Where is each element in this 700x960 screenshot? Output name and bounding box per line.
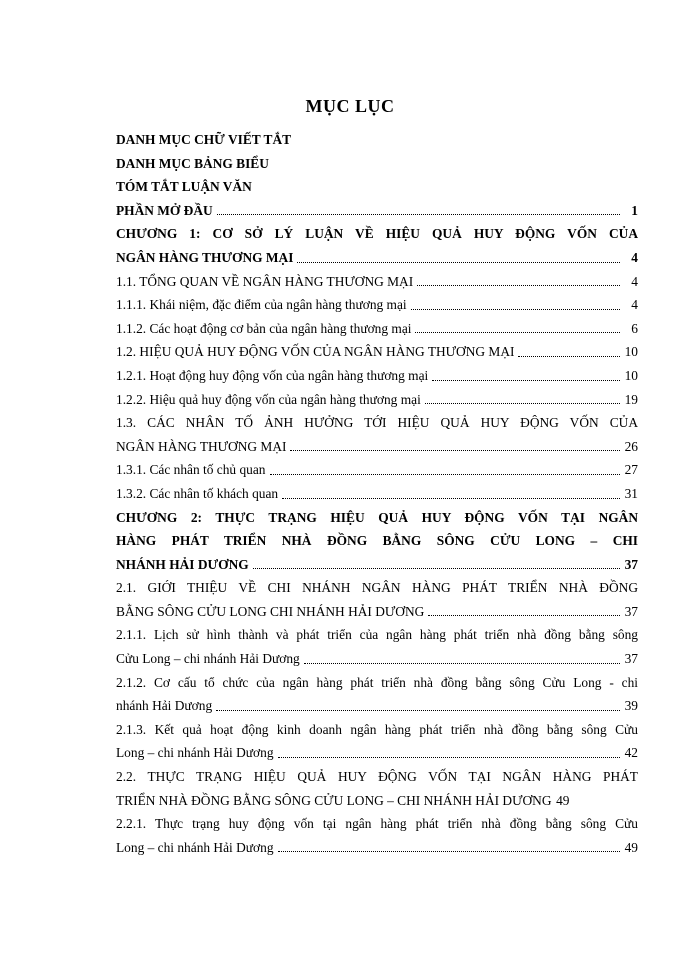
toc-entry-1-1[interactable] — [116, 270, 638, 294]
toc-entry-tables[interactable]: DANH MỤC BẢNG BIỂU — [116, 155, 269, 171]
toc-entry-text: 1.3.2. Các nhân tố khách quan — [116, 485, 279, 501]
toc-entry-1-3-2[interactable] — [116, 482, 638, 506]
toc-entry-text: 2.2.1. Thực trạng huy động vốn tại ngân hàng phát triển nhà đồng bằng sông Cửu — [116, 816, 638, 832]
toc-page-number: 10 — [624, 367, 638, 383]
toc-entry-text-cont: NHÁNH HẢI DƯƠNG — [116, 556, 249, 572]
toc-entry-text-cont: HÀNG PHÁT TRIỂN NHÀ ĐỒNG BẰNG SÔNG CỬU LONG – CHI — [116, 533, 638, 549]
toc-page-number: 1 — [631, 202, 638, 218]
toc-entry-2-1[interactable] — [116, 576, 638, 623]
dot-leader — [415, 331, 620, 333]
toc-page-number: 10 — [624, 344, 638, 360]
toc-page-number: 4 — [631, 297, 638, 313]
toc-entry-text: 1.1.1. Khái niệm, đặc điểm của ngân hàng thương mại — [116, 297, 407, 313]
toc-entry-introduction[interactable] — [116, 199, 638, 223]
toc-entry-2-1-1[interactable] — [116, 623, 638, 670]
dot-leader — [297, 261, 620, 263]
toc-entry-chapter-2[interactable] — [116, 506, 638, 577]
toc-entry-text-cont: Long – chi nhánh Hải Dương — [116, 839, 274, 855]
toc-entry-2-1-2[interactable] — [116, 671, 638, 718]
toc-entry-text: CHƯƠNG 2: THỰC TRẠNG HIỆU QUẢ HUY ĐỘNG VỐN TẠI NGÂN — [116, 509, 638, 525]
dot-leader — [518, 355, 620, 357]
dot-leader — [417, 284, 620, 286]
toc-entry-summary[interactable]: TÓM TẮT LUẬN VĂN — [116, 179, 252, 195]
dot-leader — [278, 756, 620, 758]
page-title: MỤC LỤC — [305, 96, 395, 116]
toc-entry-1-1-2[interactable] — [116, 317, 638, 341]
toc-entry-text: 2.1.1. Lịch sử hình thành và phát triển của ngân hàng phát triển nhà đồng bằng sông — [116, 627, 638, 643]
toc-page-number: 31 — [624, 485, 638, 501]
toc-entry-text: 1.2.1. Hoạt động huy động vốn của ngân hàng thương mại — [116, 367, 429, 383]
toc-page-number: 49 — [556, 792, 570, 808]
toc-page-number: 49 — [624, 839, 638, 855]
dot-leader — [282, 497, 620, 499]
toc-entry-text-cont: TRIỂN NHÀ ĐỒNG BẰNG SÔNG CỬU LONG – CHI NHÁNH HẢI DƯƠNG — [116, 792, 552, 808]
dot-leader — [253, 567, 620, 569]
toc-entry-text-cont: Cửu Long – chi nhánh Hải Dương — [116, 651, 300, 667]
toc-page-number: 26 — [624, 438, 638, 454]
toc-entry-text-cont: Long – chi nhánh Hải Dương — [116, 745, 274, 761]
dot-leader — [217, 213, 620, 215]
toc-entry-text-cont: NGÂN HÀNG THƯƠNG MẠI — [116, 438, 287, 454]
toc-entry-chapter-1[interactable] — [116, 222, 638, 269]
toc-entry-2-2-1[interactable] — [116, 812, 638, 859]
toc-entry-text: PHẦN MỞ ĐẦU — [116, 202, 213, 218]
dot-leader — [304, 662, 620, 664]
toc-entry-abbreviations[interactable]: DANH MỤC CHỮ VIẾT TẮT — [116, 132, 292, 147]
toc-entry-text: 2.1.3. Kết quả hoạt động kinh doanh ngân hàng phát triển nhà đồng bằng sông Cửu — [116, 721, 638, 737]
toc-page-number: 6 — [631, 320, 638, 336]
toc-entry-text: 1.1.2. Các hoạt động cơ bản của ngân hàng thương mại — [116, 320, 412, 336]
toc-entry-text: 2.1. GIỚI THIỆU VỀ CHI NHÁNH NGÂN HÀNG PHÁT TRIỂN NHÀ ĐỒNG — [116, 580, 638, 596]
toc-entry-1-3-1[interactable] — [116, 458, 638, 482]
toc-entry-text-cont: NGÂN HÀNG THƯƠNG MẠI — [116, 249, 294, 265]
toc-entry-2-2[interactable] — [116, 765, 638, 812]
dot-leader — [216, 709, 620, 711]
dot-leader — [270, 473, 621, 475]
toc-page-number: 39 — [624, 698, 638, 714]
toc-entry-text: 1.1. TỔNG QUAN VỀ NGÂN HÀNG THƯƠNG MẠI — [116, 273, 414, 289]
toc-entry-text: CHƯƠNG 1: CƠ SỞ LÝ LUẬN VỀ HIỆU QUẢ HUY ĐỘNG VỐN CỦA — [116, 226, 638, 242]
toc-page-number: 42 — [624, 745, 638, 761]
table-of-contents — [116, 128, 638, 859]
toc-entry-text: 1.2.2. Hiệu quả huy động vốn của ngân hàng thương mại — [116, 391, 421, 407]
toc-entry-1-3[interactable] — [116, 411, 638, 458]
dot-leader — [432, 379, 620, 381]
toc-entry-2-1-3[interactable] — [116, 718, 638, 765]
toc-entry-text-cont: BẰNG SÔNG CỬU LONG CHI NHÁNH HẢI DƯƠNG — [116, 603, 425, 619]
toc-page-number: 37 — [624, 603, 638, 619]
dot-leader — [290, 449, 620, 451]
toc-page-number: 37 — [624, 556, 638, 572]
toc-page-number: 19 — [624, 391, 638, 407]
dot-leader — [428, 614, 620, 616]
toc-entry-text-cont: nhánh Hải Dương — [116, 698, 213, 714]
toc-entry-text: 2.1.2. Cơ cấu tổ chức của ngân hàng phát triển nhà đồng bằng sông Cửu Long - chi — [116, 674, 638, 690]
toc-page-number: 4 — [631, 273, 638, 289]
dot-leader — [278, 850, 620, 852]
dot-leader — [425, 402, 620, 404]
toc-entry-1-2-2[interactable] — [116, 388, 638, 412]
toc-page-number: 37 — [624, 651, 638, 667]
dot-leader — [411, 308, 620, 310]
toc-page-number: 27 — [624, 462, 638, 478]
toc-entry-1-2[interactable] — [116, 340, 638, 364]
toc-entry-1-2-1[interactable] — [116, 364, 638, 388]
toc-entry-text: 1.2. HIỆU QUẢ HUY ĐỘNG VỐN CỦA NGÂN HÀNG THƯƠNG MẠI — [116, 344, 515, 360]
toc-entry-1-1-1[interactable] — [116, 293, 638, 317]
toc-page-number: 4 — [631, 249, 638, 265]
toc-entry-text: 1.3.1. Các nhân tố chủ quan — [116, 462, 266, 478]
toc-entry-text: 1.3. CÁC NHÂN TỐ ẢNH HƯỞNG TỚI HIỆU QUẢ HUY ĐỘNG VỐN CỦA — [116, 415, 638, 431]
toc-entry-text: 2.2. THỰC TRẠNG HIỆU QUẢ HUY ĐỘNG VỐN TẠI NGÂN HÀNG PHÁT — [116, 769, 638, 785]
